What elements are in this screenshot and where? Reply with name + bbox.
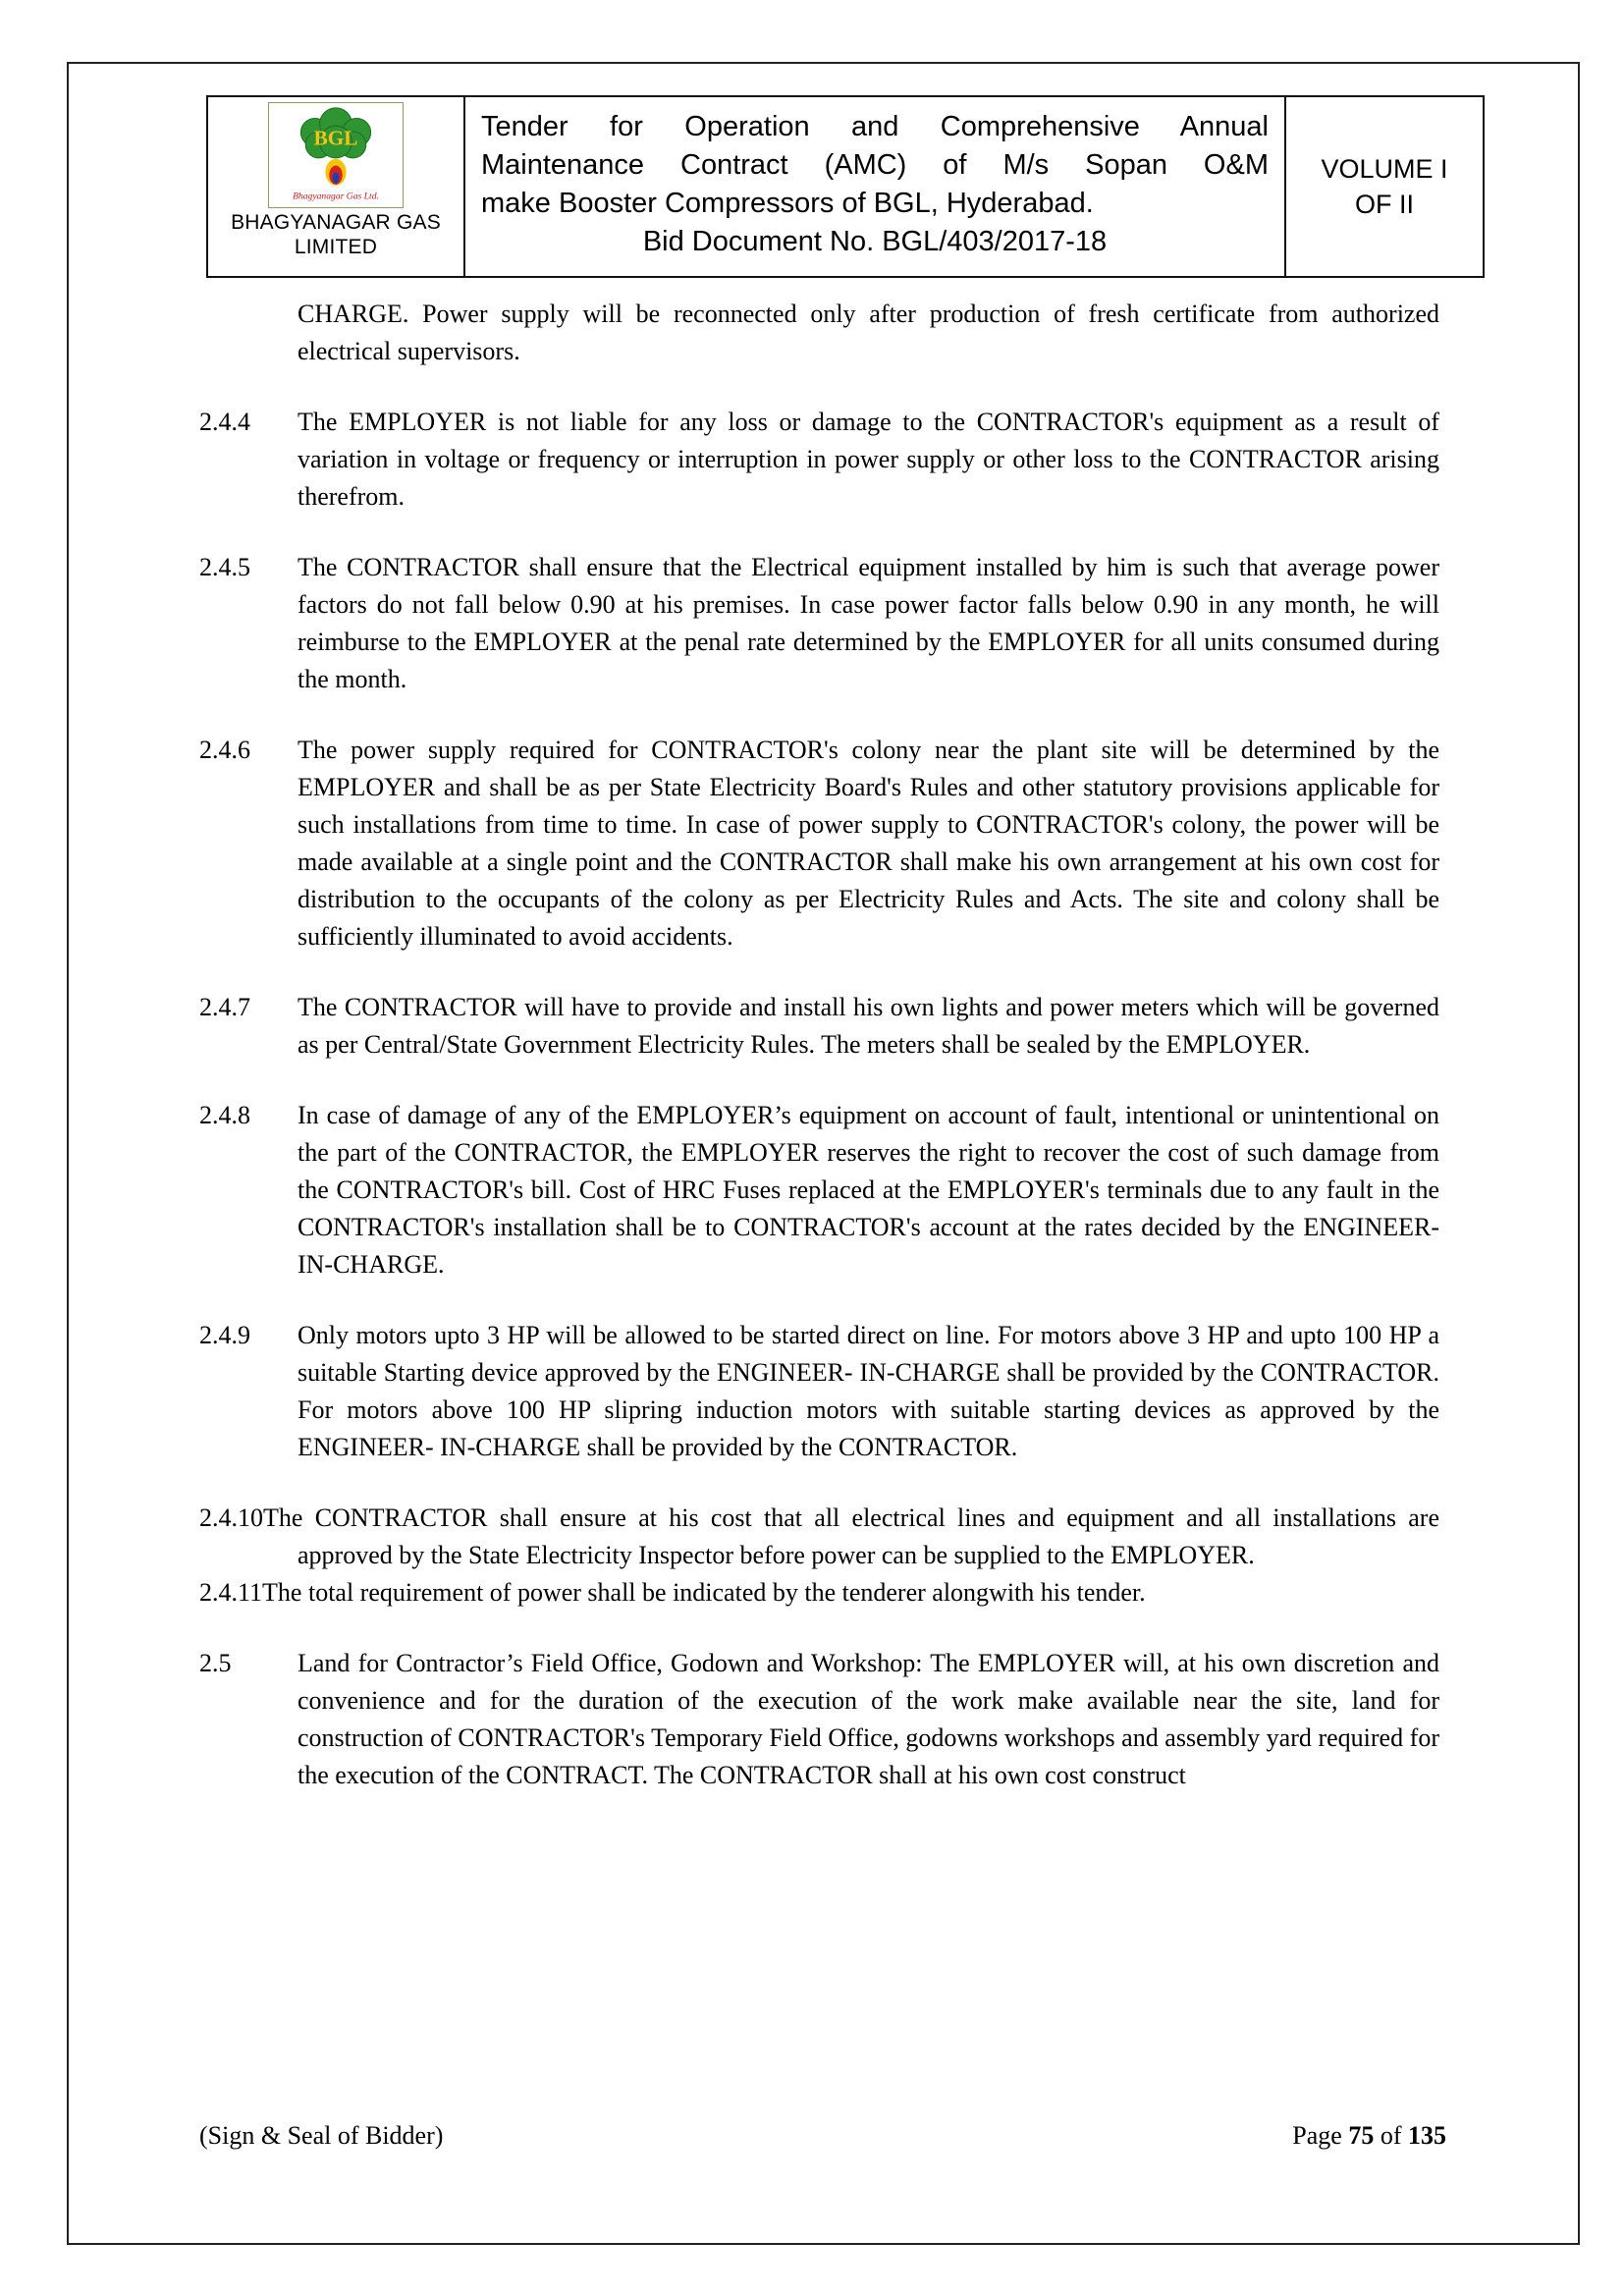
page-number-sep: of — [1374, 2121, 1408, 2150]
document-body — [199, 296, 1439, 1794]
clause-text: The total requirement of power shall be indicated by the tenderer alongwith his tender. — [262, 1578, 1146, 1607]
clause-text: The EMPLOYER is not liable for any loss or damage to the CONTRACTOR's equipment as a result of variation in voltage or frequency or interruption in power supply or other loss to the CONTRACTOR arising therefrom. — [298, 408, 1439, 511]
volume-line2: OF II — [1355, 190, 1414, 219]
logo-small-text: Bhagyanagar Gas Ltd. — [293, 191, 379, 202]
header-table — [206, 95, 1485, 278]
logo-flame-icon — [325, 159, 346, 186]
bid-document-number: Bid Document No. BGL/403/2017-18 — [642, 226, 1108, 257]
clause-number: 2.5 — [199, 1649, 232, 1677]
logo-abbr-text: BGL — [313, 126, 358, 150]
clause — [199, 1317, 1439, 1466]
clause-number: 2.4.11 — [199, 1578, 263, 1607]
clause-text: Only motors upto 3 HP will be allowed to be started direct on line. For motors above 3 HP and upto 100 HP a suitable Starting device approved by the ENGINEER- IN-CHARGE shall be provided by the CONTRACTOR. For motors above 100 HP slipring induction motors with suitable starting devices as approved by the ENGINEER- IN-CHARGE shall be provided by the CONTRACTOR. — [298, 1321, 1439, 1461]
org-name — [231, 210, 441, 259]
logo-cell — [208, 97, 465, 276]
page-number — [1292, 2117, 1446, 2155]
clause-number: 2.4.6 — [199, 736, 250, 764]
clause-number: 2.4.8 — [199, 1101, 250, 1129]
clause — [199, 989, 1439, 1064]
clause-number: 2.4.9 — [199, 1321, 250, 1349]
clause — [199, 549, 1439, 698]
volume-line1: VOLUME I — [1321, 154, 1448, 184]
clause — [199, 1500, 1439, 1574]
title-cell — [465, 97, 1286, 276]
clause-text: The power supply required for CONTRACTOR's colony near the plant site will be determined by the EMPLOYER and shall be as per State Electricity Board's Rules and other statutory provisions applicable for such installations from time to time. In case of power supply to CONTRACTOR's colony, the power will be made available at a single point and the CONTRACTOR shall make his own arrangement at his own cost for distribution to the occupants of the colony as per Electricity Rules and Acts. The site and colony shall be sufficiently illuminated to avoid accidents. — [298, 736, 1439, 951]
page-number-total: 135 — [1408, 2121, 1446, 2150]
intro-paragraph: CHARGE. Power supply will be reconnected only after production of fresh certificate from authorized electrical supervisors. — [298, 300, 1439, 365]
clause-text: Land for Contractor’s Field Office, Godown and Workshop: The EMPLOYER will, at his own discretion and convenience and for the duration of the execution of the work make available near the site, land for construction of CONTRACTOR's Temporary Field Office, godowns workshops and assembly yard required for the execution of the CONTRACT. The CONTRACTOR shall at his own cost construct — [298, 1649, 1439, 1789]
clause-number: 2.4.10 — [199, 1503, 263, 1532]
clause — [199, 1097, 1439, 1284]
tender-title-line3: make Booster Compressors of BGL, Hyderabad. — [481, 188, 1094, 219]
tender-title-line1: Tender for Operation and Comprehensive Annual — [481, 111, 1269, 142]
org-name-line2: LIMITED — [294, 236, 378, 258]
clause-number: 2.4.7 — [199, 993, 250, 1021]
page-number-current: 75 — [1348, 2121, 1375, 2150]
org-name-line1: BHAGYANAGAR GAS — [231, 211, 441, 234]
clause-text: In case of damage of any of the EMPLOYER’s equipment on account of fault, intentional or unintentional on the part of the CONTRACTOR, the EMPLOYER reserves the right to recover the cost of such damage from the CONTRACTOR's bill. Cost of HRC Fuses replaced at the EMPLOYER's terminals due to any fault in the CONTRACTOR's installation shall be to CONTRACTOR's account at the rates decided by the ENGINEER-IN-CHARGE. — [298, 1101, 1439, 1279]
clause-text: The CONTRACTOR shall ensure at his cost that all electrical lines and equipment and all installations are approved by the State Electricity Inspector before power can be supplied to the EMPLOYER. — [263, 1503, 1439, 1569]
page-footer — [199, 2117, 1446, 2155]
volume-cell — [1286, 97, 1483, 276]
clause-number: 2.4.5 — [199, 553, 250, 581]
clauses — [199, 404, 1439, 1794]
logo-box — [268, 102, 404, 208]
bgl-logo-icon — [283, 104, 389, 206]
clause — [199, 732, 1439, 956]
page-number-prefix: Page — [1292, 2121, 1349, 2150]
clause-number: 2.4.4 — [199, 408, 250, 436]
clause-text: The CONTRACTOR shall ensure that the Electrical equipment installed by him is such that average power factors do not fall below 0.90 at his premises. In case power factor falls below 0.90 in any month, he will reimburse to the EMPLOYER at the penal rate determined by the EMPLOYER for all units consumed during the month. — [298, 553, 1439, 693]
clause-text: The CONTRACTOR will have to provide and install his own lights and power meters which will be governed as per Central/State Government Electricity Rules. The meters shall be sealed by the EMPLOYER. — [298, 993, 1439, 1059]
sign-seal-note: (Sign & Seal of Bidder) — [199, 2121, 444, 2150]
clause — [199, 404, 1439, 516]
tender-title-line2: Maintenance Contract (AMC) of M/s Sopan O&M — [481, 149, 1269, 181]
clause — [199, 1645, 1439, 1794]
clause — [199, 1574, 1439, 1612]
